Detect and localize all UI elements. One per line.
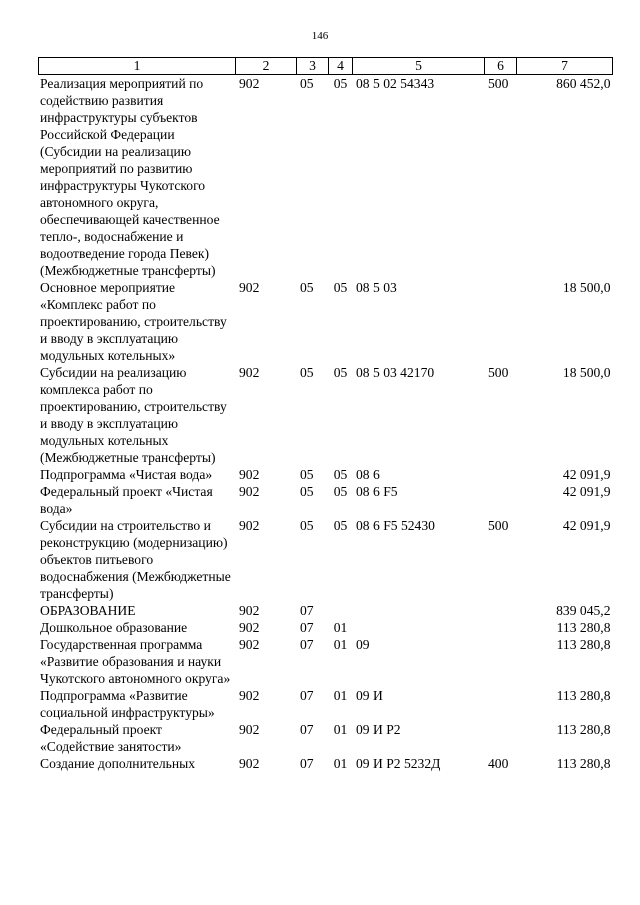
row-target-article: 08 6 F5 (353, 483, 485, 517)
row-expense-type (485, 636, 517, 687)
row-target-article: 08 6 (353, 466, 485, 483)
row-section: 07 (297, 687, 329, 721)
column-header: 1 (39, 58, 236, 75)
row-grbs: 902 (236, 619, 297, 636)
row-grbs: 902 (236, 75, 297, 280)
row-expense-type: 500 (485, 75, 517, 280)
row-amount: 839 045,2 (517, 602, 613, 619)
row-section: 07 (297, 755, 329, 772)
row-section: 05 (297, 279, 329, 364)
row-amount: 113 280,8 (517, 721, 613, 755)
row-subsection: 01 (329, 636, 353, 687)
row-name: Создание дополнительных (39, 755, 236, 772)
table-row (39, 687, 613, 721)
row-grbs: 902 (236, 466, 297, 483)
row-amount: 42 091,9 (517, 483, 613, 517)
table-row (39, 619, 613, 636)
row-subsection: 01 (329, 687, 353, 721)
row-target-article: 08 5 03 42170 (353, 364, 485, 466)
row-amount: 42 091,9 (517, 517, 613, 602)
row-subsection: 01 (329, 619, 353, 636)
row-name: Основное мероприятие «Комплекс работ по проектированию, строительству и вводу в эксплуатацию модульных котельных» (39, 279, 236, 364)
row-grbs: 902 (236, 755, 297, 772)
row-grbs: 902 (236, 517, 297, 602)
row-name: ОБРАЗОВАНИЕ (39, 602, 236, 619)
row-grbs: 902 (236, 483, 297, 517)
table-row (39, 721, 613, 755)
page-number: 146 (311, 30, 329, 42)
row-amount: 113 280,8 (517, 755, 613, 772)
row-subsection: 05 (329, 466, 353, 483)
row-expense-type (485, 619, 517, 636)
row-name: Субсидии на строительство и реконструкцию (модернизацию) объектов питьевого водоснабжения (Межбюджетные трансферты) (39, 517, 236, 602)
row-name: Дошкольное образование (39, 619, 236, 636)
table-row (39, 483, 613, 517)
table-row (39, 364, 613, 466)
row-subsection: 05 (329, 75, 353, 280)
row-subsection (329, 602, 353, 619)
row-grbs: 902 (236, 279, 297, 364)
row-name: Подпрограмма «Чистая вода» (39, 466, 236, 483)
row-section: 07 (297, 721, 329, 755)
column-header: 5 (353, 58, 485, 75)
row-grbs: 902 (236, 687, 297, 721)
row-expense-type (485, 721, 517, 755)
row-section: 05 (297, 466, 329, 483)
row-expense-type (485, 602, 517, 619)
column-header: 6 (485, 58, 517, 75)
row-amount: 860 452,0 (517, 75, 613, 280)
table-row (39, 517, 613, 602)
row-amount: 18 500,0 (517, 364, 613, 466)
column-header: 7 (517, 58, 613, 75)
row-name: Федеральный проект «Чистая вода» (39, 483, 236, 517)
row-expense-type (485, 483, 517, 517)
table-row (39, 466, 613, 483)
row-subsection: 01 (329, 755, 353, 772)
row-target-article: 09 (353, 636, 485, 687)
row-expense-type (485, 687, 517, 721)
header-row (39, 58, 613, 75)
row-target-article (353, 619, 485, 636)
row-name: Федеральный проект «Содействие занятости» (39, 721, 236, 755)
row-subsection: 05 (329, 517, 353, 602)
row-subsection: 05 (329, 483, 353, 517)
row-section: 07 (297, 602, 329, 619)
row-expense-type (485, 279, 517, 364)
row-name: Государственная программа «Развитие образования и науки Чукотского автономного округа» (39, 636, 236, 687)
row-section: 05 (297, 517, 329, 602)
row-amount: 113 280,8 (517, 636, 613, 687)
table-row (39, 636, 613, 687)
row-target-article: 08 6 F5 52430 (353, 517, 485, 602)
row-expense-type (485, 466, 517, 483)
row-target-article: 08 5 02 54343 (353, 75, 485, 280)
row-subsection: 05 (329, 364, 353, 466)
row-grbs: 902 (236, 602, 297, 619)
row-section: 07 (297, 636, 329, 687)
row-expense-type: 500 (485, 517, 517, 602)
table-row (39, 279, 613, 364)
row-grbs: 902 (236, 364, 297, 466)
row-section: 05 (297, 364, 329, 466)
row-target-article: 09 И P2 5232Д (353, 755, 485, 772)
column-header: 2 (236, 58, 297, 75)
row-name: Субсидии на реализацию комплекса работ по проектированию, строительству и вводу в эксплуатацию модульных котельных (Межбюджетные трансферты) (39, 364, 236, 466)
budget-table (38, 57, 613, 772)
row-target-article (353, 602, 485, 619)
column-header: 3 (297, 58, 329, 75)
row-target-article: 08 5 03 (353, 279, 485, 364)
table-row (39, 75, 613, 280)
row-amount: 18 500,0 (517, 279, 613, 364)
row-amount: 113 280,8 (517, 687, 613, 721)
row-grbs: 902 (236, 636, 297, 687)
row-target-article: 09 И (353, 687, 485, 721)
row-name: Подпрограмма «Развитие социальной инфраструктуры» (39, 687, 236, 721)
table-row (39, 755, 613, 772)
row-amount: 113 280,8 (517, 619, 613, 636)
table-row (39, 602, 613, 619)
row-subsection: 05 (329, 279, 353, 364)
row-section: 05 (297, 75, 329, 280)
row-name: Реализация мероприятий по содействию развития инфраструктуры субъектов Российской Федерации (Субсидии на реализацию мероприятий по развитию инфраструктуры Чукотского автономного округа, обеспечивающей качественное тепло-, водоснабжение и водоотведение города Певек) (Межбюджетные трансферты) (39, 75, 236, 280)
row-section: 05 (297, 483, 329, 517)
row-target-article: 09 И P2 (353, 721, 485, 755)
row-section: 07 (297, 619, 329, 636)
row-expense-type: 500 (485, 364, 517, 466)
row-amount: 42 091,9 (517, 466, 613, 483)
row-grbs: 902 (236, 721, 297, 755)
row-subsection: 01 (329, 721, 353, 755)
row-expense-type: 400 (485, 755, 517, 772)
column-header: 4 (329, 58, 353, 75)
